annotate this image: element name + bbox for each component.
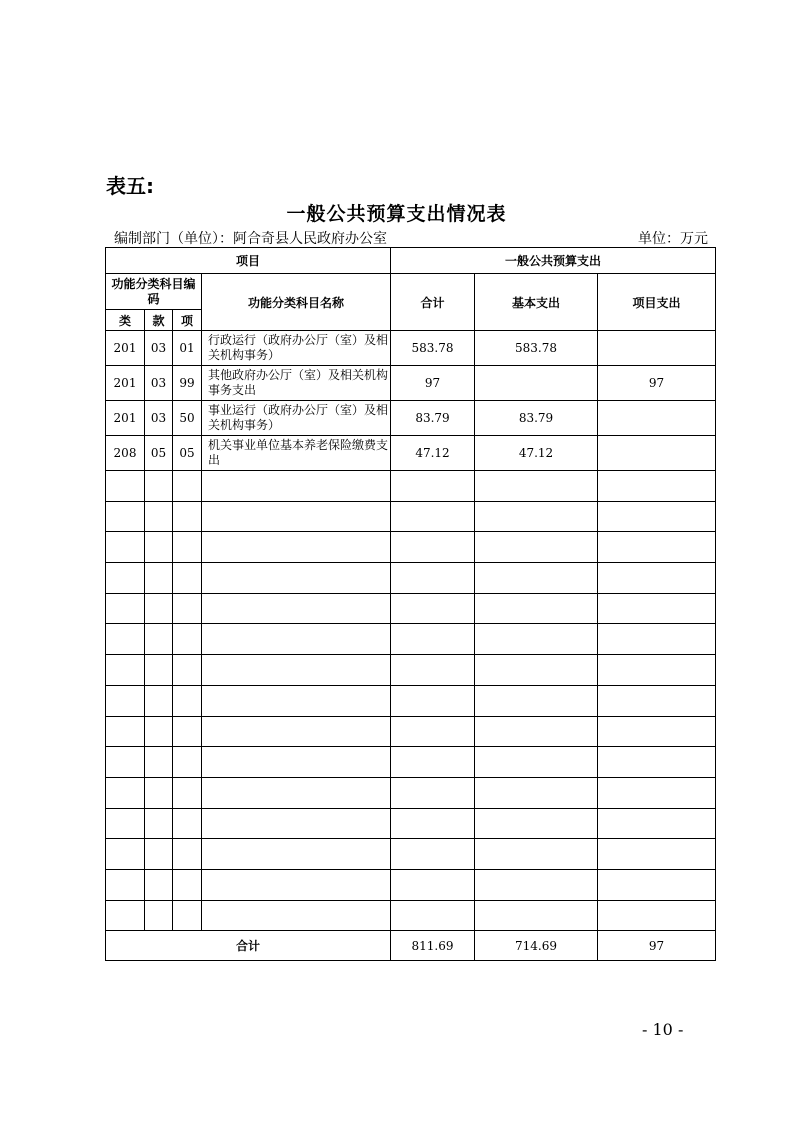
empty-cell: [202, 563, 391, 594]
empty-cell: [173, 869, 202, 900]
empty-cell: [391, 471, 475, 502]
empty-cell: [391, 501, 475, 532]
empty-cell: [475, 869, 598, 900]
department-label: 编制部门（单位）：阿合奇县人民政府办公室: [114, 231, 387, 247]
header-item: 项目: [106, 248, 391, 274]
cell-project: [598, 401, 716, 436]
cell-basic: 47.12: [475, 436, 598, 471]
empty-cell: [106, 839, 145, 870]
table-row: [106, 366, 716, 401]
cell-name: 其他政府办公厅（室）及相关机构事务支出: [202, 366, 391, 401]
header-basic: 基本支出: [475, 274, 598, 331]
empty-cell: [145, 655, 173, 686]
empty-cell: [106, 777, 145, 808]
cell-total: 47.12: [391, 436, 475, 471]
cell-basic: 583.78: [475, 331, 598, 366]
cell-name: 事业运行（政府办公厅（室）及相关机构事务）: [202, 401, 391, 436]
cell-project: 97: [598, 366, 716, 401]
empty-cell: [173, 501, 202, 532]
cell-xiang: 50: [173, 401, 202, 436]
cell-kuan: 03: [145, 401, 173, 436]
cell-xiang: 01: [173, 331, 202, 366]
cell-name: 行政运行（政府办公厅（室）及相关机构事务）: [202, 331, 391, 366]
empty-row: [106, 501, 716, 532]
empty-cell: [391, 563, 475, 594]
cell-name: 机关事业单位基本养老保险缴费支出: [202, 436, 391, 471]
empty-cell: [598, 900, 716, 931]
empty-row: [106, 532, 716, 563]
empty-cell: [106, 716, 145, 747]
budget-table: [105, 247, 716, 961]
empty-row: [106, 655, 716, 686]
empty-cell: [598, 747, 716, 778]
empty-cell: [106, 808, 145, 839]
empty-cell: [202, 900, 391, 931]
empty-cell: [598, 869, 716, 900]
total-basic: 714.69: [475, 931, 598, 961]
empty-cell: [106, 624, 145, 655]
empty-cell: [173, 471, 202, 502]
empty-cell: [391, 655, 475, 686]
cell-xiang: 05: [173, 436, 202, 471]
empty-cell: [145, 685, 173, 716]
empty-row: [106, 900, 716, 931]
empty-cell: [145, 839, 173, 870]
empty-cell: [475, 685, 598, 716]
empty-cell: [598, 532, 716, 563]
empty-cell: [475, 471, 598, 502]
empty-cell: [106, 501, 145, 532]
empty-row: [106, 747, 716, 778]
empty-cell: [145, 808, 173, 839]
header-kuan: 款: [145, 310, 173, 331]
empty-cell: [202, 777, 391, 808]
empty-row: [106, 808, 716, 839]
empty-cell: [391, 869, 475, 900]
empty-cell: [202, 593, 391, 624]
empty-cell: [173, 593, 202, 624]
empty-row: [106, 471, 716, 502]
empty-cell: [173, 655, 202, 686]
cell-kuan: 03: [145, 366, 173, 401]
cell-project: [598, 436, 716, 471]
cell-lei: 201: [106, 366, 145, 401]
empty-cell: [598, 685, 716, 716]
table-row: [106, 331, 716, 366]
empty-cell: [145, 563, 173, 594]
empty-cell: [391, 532, 475, 563]
empty-row: [106, 716, 716, 747]
header-project: 项目支出: [598, 274, 716, 331]
empty-cell: [173, 839, 202, 870]
empty-cell: [106, 532, 145, 563]
empty-cell: [145, 624, 173, 655]
empty-cell: [598, 808, 716, 839]
empty-cell: [173, 532, 202, 563]
header-xiang: 项: [173, 310, 202, 331]
empty-cell: [391, 900, 475, 931]
empty-cell: [106, 563, 145, 594]
empty-cell: [145, 900, 173, 931]
header-name: 功能分类科目名称: [202, 274, 391, 331]
empty-cell: [391, 839, 475, 870]
cell-total: 97: [391, 366, 475, 401]
page-number: - 10 -: [642, 1020, 684, 1039]
empty-cell: [202, 869, 391, 900]
empty-cell: [598, 563, 716, 594]
empty-row: [106, 839, 716, 870]
unit-label: 单位：万元: [638, 231, 708, 247]
cell-xiang: 99: [173, 366, 202, 401]
page-title: 一般公共预算支出情况表: [286, 203, 507, 225]
empty-cell: [145, 593, 173, 624]
empty-cell: [475, 808, 598, 839]
empty-cell: [598, 593, 716, 624]
cell-project: [598, 331, 716, 366]
empty-cell: [475, 900, 598, 931]
empty-cell: [173, 563, 202, 594]
total-row: [106, 931, 716, 961]
empty-row: [106, 777, 716, 808]
table-label: 表五:: [106, 174, 154, 198]
empty-cell: [145, 532, 173, 563]
table-row: [106, 401, 716, 436]
empty-cell: [173, 624, 202, 655]
empty-cell: [202, 808, 391, 839]
empty-cell: [475, 839, 598, 870]
empty-cell: [598, 839, 716, 870]
empty-cell: [475, 501, 598, 532]
empty-cell: [173, 685, 202, 716]
empty-cell: [391, 777, 475, 808]
cell-total: 583.78: [391, 331, 475, 366]
empty-cell: [173, 716, 202, 747]
empty-cell: [598, 655, 716, 686]
empty-cell: [202, 501, 391, 532]
empty-cell: [202, 471, 391, 502]
header-total: 合计: [391, 274, 475, 331]
empty-cell: [173, 808, 202, 839]
empty-cell: [391, 685, 475, 716]
empty-cell: [106, 655, 145, 686]
empty-cell: [202, 747, 391, 778]
header-code: 功能分类科目编码: [106, 274, 202, 310]
empty-cell: [202, 624, 391, 655]
empty-cell: [202, 685, 391, 716]
empty-cell: [391, 808, 475, 839]
table-row: [106, 436, 716, 471]
cell-kuan: 05: [145, 436, 173, 471]
empty-cell: [145, 869, 173, 900]
empty-row: [106, 685, 716, 716]
empty-cell: [598, 501, 716, 532]
empty-cell: [202, 716, 391, 747]
empty-cell: [475, 747, 598, 778]
empty-cell: [202, 532, 391, 563]
cell-kuan: 03: [145, 331, 173, 366]
total-total: 811.69: [391, 931, 475, 961]
empty-cell: [598, 471, 716, 502]
empty-cell: [106, 869, 145, 900]
cell-total: 83.79: [391, 401, 475, 436]
cell-lei: 201: [106, 401, 145, 436]
empty-cell: [598, 777, 716, 808]
empty-cell: [391, 716, 475, 747]
empty-row: [106, 563, 716, 594]
cell-lei: 201: [106, 331, 145, 366]
header-budget: 一般公共预算支出: [391, 248, 716, 274]
empty-cell: [106, 471, 145, 502]
empty-cell: [145, 777, 173, 808]
empty-cell: [173, 777, 202, 808]
empty-cell: [391, 624, 475, 655]
cell-lei: 208: [106, 436, 145, 471]
empty-cell: [475, 777, 598, 808]
empty-cell: [145, 747, 173, 778]
empty-cell: [391, 747, 475, 778]
empty-cell: [475, 593, 598, 624]
empty-cell: [475, 624, 598, 655]
empty-cell: [202, 655, 391, 686]
empty-row: [106, 624, 716, 655]
empty-cell: [475, 563, 598, 594]
empty-cell: [145, 716, 173, 747]
empty-cell: [173, 900, 202, 931]
empty-cell: [202, 839, 391, 870]
empty-cell: [475, 655, 598, 686]
cell-basic: [475, 366, 598, 401]
empty-cell: [598, 624, 716, 655]
total-label: 合计: [106, 931, 391, 961]
empty-cell: [391, 593, 475, 624]
empty-cell: [145, 501, 173, 532]
empty-row: [106, 593, 716, 624]
empty-cell: [106, 900, 145, 931]
empty-cell: [106, 685, 145, 716]
empty-cell: [475, 716, 598, 747]
empty-cell: [106, 747, 145, 778]
empty-cell: [145, 471, 173, 502]
empty-cell: [106, 593, 145, 624]
empty-cell: [598, 716, 716, 747]
cell-basic: 83.79: [475, 401, 598, 436]
header-lei: 类: [106, 310, 145, 331]
empty-cell: [475, 532, 598, 563]
empty-row: [106, 869, 716, 900]
empty-cell: [173, 747, 202, 778]
total-project: 97: [598, 931, 716, 961]
